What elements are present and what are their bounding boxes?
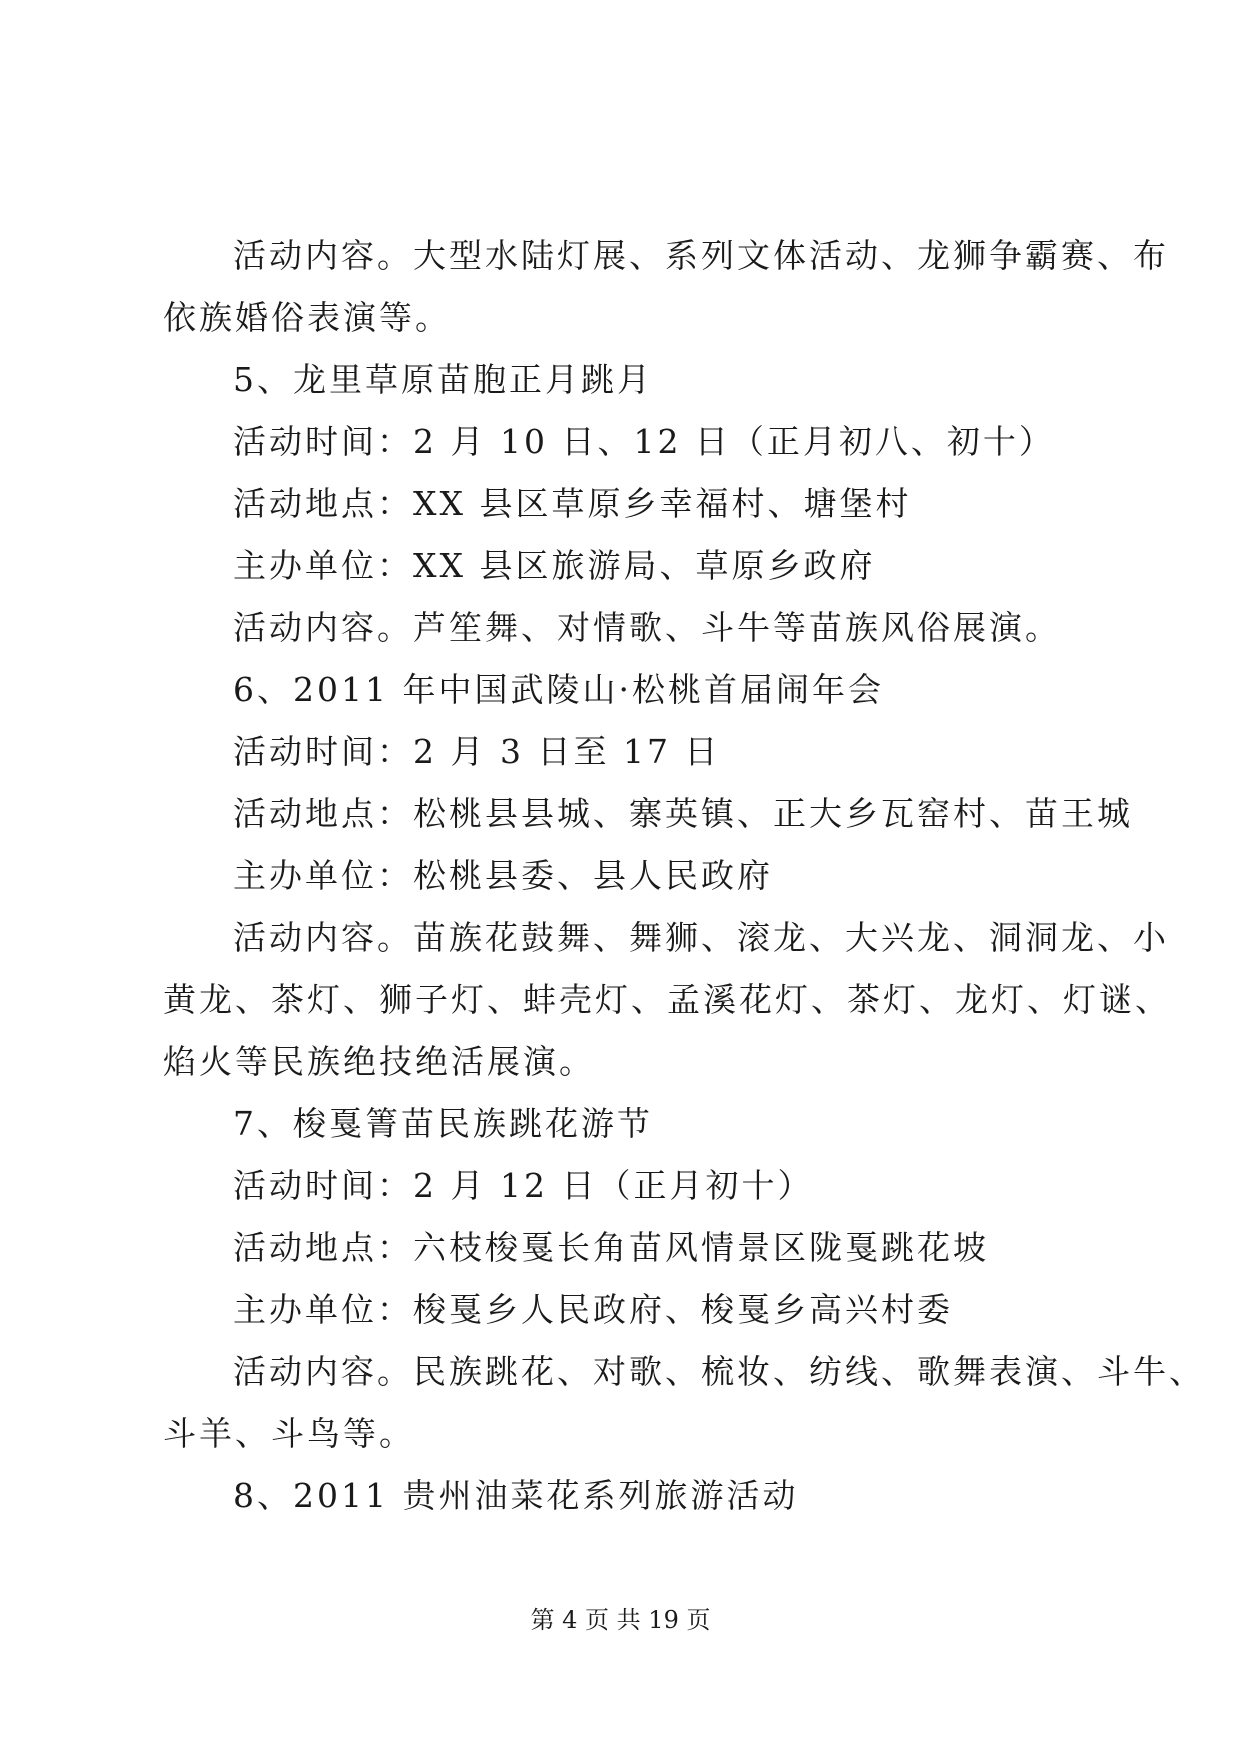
section-heading: 8、2011 贵州油菜花系列旅游活动 — [233, 1476, 799, 1515]
paragraph-line: 依族婚俗表演等。 — [163, 298, 451, 337]
section-heading: 5、龙里草原苗胞正月跳月 — [233, 360, 653, 399]
document-body — [163, 225, 1205, 1527]
paragraph-line: 主办单位：梭戛乡人民政府、梭戛乡高兴村委 — [233, 1290, 953, 1329]
paragraph-line: 斗羊、斗鸟等。 — [163, 1414, 415, 1453]
paragraph-line: 活动内容。苗族花鼓舞、舞狮、滚龙、大兴龙、洞洞龙、小 — [233, 918, 1169, 957]
paragraph-line: 主办单位：松桃县委、县人民政府 — [233, 856, 773, 895]
paragraph-line: 活动地点：六枝梭戛长角苗风情景区陇戛跳花坡 — [233, 1228, 989, 1267]
paragraph-line: 活动内容。民族跳花、对歌、梳妆、纺线、歌舞表演、斗牛、 — [233, 1352, 1205, 1391]
section-heading: 7、梭戛箐苗民族跳花游节 — [233, 1104, 653, 1143]
paragraph-line: 活动地点：XX 县区草原乡幸福村、塘堡村 — [233, 484, 912, 523]
paragraph-line: 活动时间：2 月 3 日至 17 日 — [233, 732, 721, 771]
paragraph-line: 主办单位：XX 县区旅游局、草原乡政府 — [233, 546, 876, 585]
paragraph-line: 黄龙、茶灯、狮子灯、蚌壳灯、孟溪花灯、茶灯、龙灯、灯谜、 — [163, 980, 1171, 1019]
section-heading: 6、2011 年中国武陵山·松桃首届闹年会 — [233, 670, 884, 709]
paragraph-line: 活动地点：松桃县县城、寨英镇、正大乡瓦窑村、苗王城 — [233, 794, 1133, 833]
paragraph-line: 活动内容。大型水陆灯展、系列文体活动、龙狮争霸赛、布 — [233, 236, 1169, 275]
paragraph-line: 焰火等民族绝技绝活展演。 — [163, 1042, 595, 1081]
paragraph-line: 活动内容。芦笙舞、对情歌、斗牛等苗族风俗展演。 — [233, 608, 1061, 647]
paragraph-line: 活动时间：2 月 12 日（正月初十） — [233, 1166, 814, 1205]
paragraph-line: 活动时间：2 月 10 日、12 日（正月初八、初十） — [233, 422, 1055, 461]
page-number-footer: 第 4 页 共 19 页 — [530, 1606, 711, 1634]
